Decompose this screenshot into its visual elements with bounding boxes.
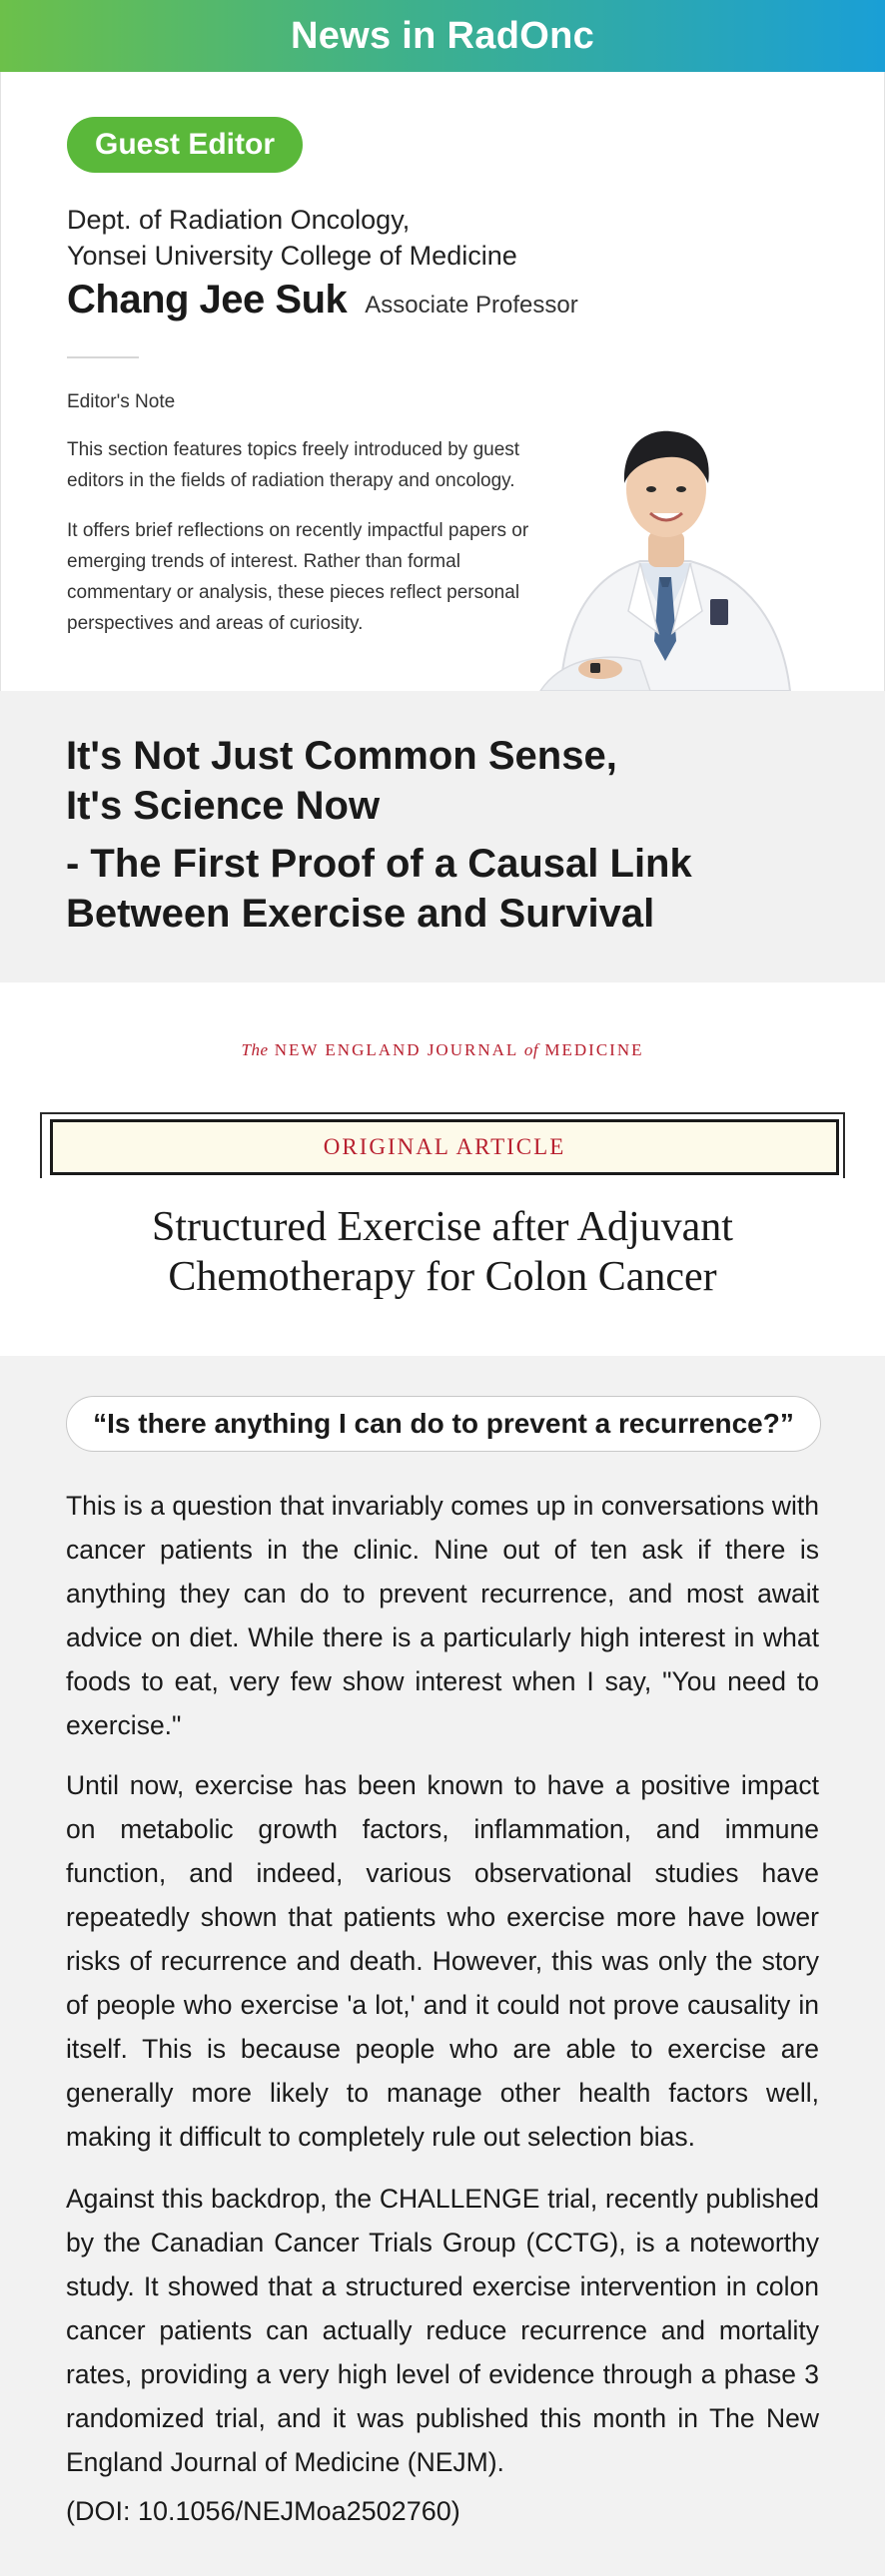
logo-name-part: MEDICINE — [544, 1040, 644, 1059]
department-line: Dept. of Radiation Oncology, — [67, 205, 411, 235]
guest-editor-badge: Guest Editor — [67, 117, 303, 173]
editor-name: Chang Jee Suk — [67, 278, 348, 322]
editors-note-heading: Editor's Note — [67, 391, 176, 412]
editor-position: Associate Professor — [365, 292, 578, 319]
headline-part-1 — [66, 731, 617, 831]
editors-note-paragraph: It offers brief reflections on recently impactful papers or emerging trends of interest. Rather than formal commentary or analysis, these pieces reflect personal perspectives and areas of curiosity. — [67, 520, 529, 634]
article-title — [0, 1202, 885, 1302]
nejm-journal-logo — [0, 1040, 885, 1060]
logo-of: of — [523, 1040, 539, 1059]
body-paragraph: This is a question that invariably comes up in conversations with cancer patients in the clinic. Nine out of ten ask if there is anything they can do to prevent recurrence, and most await advice on diet. While there is a particularly high interest in what foods to eat, very few show interest when I say, "You need to exercise." — [66, 1491, 819, 1740]
article-body-section — [0, 1356, 885, 2576]
headline-line: It's Not Just Common Sense, — [66, 734, 617, 778]
header-bar — [0, 0, 885, 72]
divider — [67, 356, 139, 358]
body-paragraph: Until now, exercise has been known to have a positive impact on metabolic growth factors, inflammation, and immune function, and indeed, various observational studies have repeatedly shown that patients who exercise more have lower risks of recurrence and death. However, this was only the story of people who exercise 'a lot,' and it could not prove causality in itself. This is because people who are able to exercise are generally more likely to manage other health factors well, making it difficult to completely rule out selection bias. — [66, 1770, 819, 2152]
article-title-line: Chemotherapy for Colon Cancer — [168, 1254, 717, 1300]
editor-name-row — [67, 278, 578, 322]
body-paragraph: Against this backdrop, the CHALLENGE trial, recently published by the Canadian Cancer Trials Group (CCTG), is a noteworthy study. It showed that a structured exercise intervention in colon cancer patients can actually reduce recurrence and mortality rates, providing a very high level of evidence through a phase 3 randomized trial, and it was published this month in The New England Journal of Medicine (NEJM). — [66, 2184, 819, 2477]
logo-the: The — [241, 1040, 269, 1059]
original-article-label: ORIGINAL ARTICLE — [50, 1119, 839, 1175]
patient-question-quote: “Is there anything I can do to prevent a recurrence?” — [66, 1396, 821, 1452]
doi-reference: (DOI: 10.1056/NEJMoa2502760) — [66, 2496, 460, 2526]
article-title-line: Structured Exercise after Adjuvant — [152, 1204, 733, 1250]
headline-line: Between Exercise and Survival — [66, 892, 655, 936]
editor-department — [67, 202, 517, 274]
editors-note-paragraph: This section features topics freely introduced by guest editors in the fields of radiation therapy and oncology. — [67, 439, 520, 491]
headline-line: It's Science Now — [66, 784, 381, 828]
institution-line: Yonsei University College of Medicine — [67, 241, 517, 271]
page-title: News in RadOnc — [290, 14, 595, 57]
headline-section — [0, 691, 885, 982]
nejm-article-section — [0, 982, 885, 1356]
headline-part-2 — [66, 839, 692, 939]
headline-line: - The First Proof of a Causal Link — [66, 842, 692, 886]
logo-name-part: NEW ENGLAND JOURNAL — [274, 1040, 518, 1059]
guest-editor-section — [0, 72, 885, 691]
editor-portrait-photo — [520, 371, 820, 691]
